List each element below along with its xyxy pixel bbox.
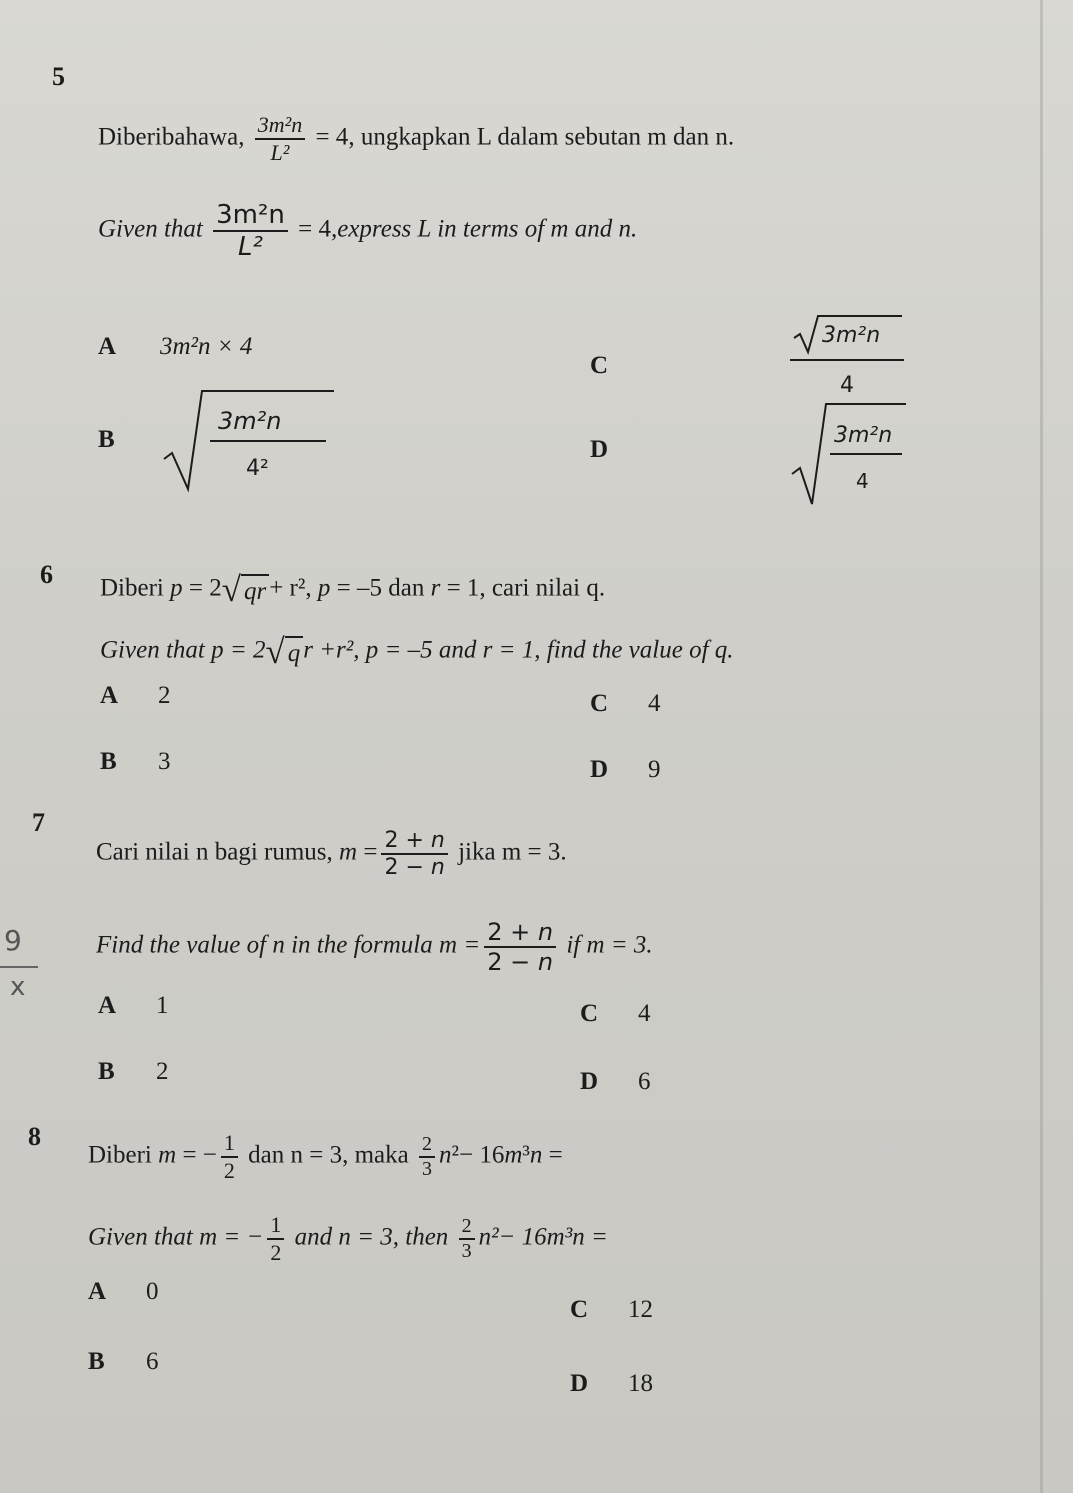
- q5-malay-suffix: , ungkapkan L dalam sebutan m dan n.: [348, 123, 735, 151]
- q6-option-b[interactable]: B 3: [100, 748, 171, 775]
- q6-stem-malay: Diberi p = 2√ qr + r², p = –5 dan r = 1, cari nilai q.: [100, 570, 606, 609]
- q8-option-a[interactable]: A 0: [88, 1278, 159, 1305]
- q5-option-a[interactable]: A 3m²n × 4: [98, 333, 253, 360]
- q5-option-c-formula: [790, 312, 910, 402]
- q5-option-d-label[interactable]: D: [590, 436, 609, 463]
- q7-option-c[interactable]: C 4: [580, 1000, 651, 1027]
- question-number-5: 5: [52, 62, 65, 91]
- q7-option-a[interactable]: A 1: [98, 992, 169, 1019]
- q6-malay-prefix: Diberi: [100, 574, 164, 602]
- q5-equation-fraction: $\frac{\text{3m²n}}{\text{L²}}$: [255, 112, 305, 166]
- q5-option-b[interactable]: B 3m²n 4²: [98, 385, 340, 495]
- q5-english-prefix: Given that: [98, 215, 203, 243]
- question-number-6: 6: [40, 560, 53, 589]
- q5-option-c-label[interactable]: C: [590, 352, 609, 379]
- q7-malay-prefix: Cari nilai n bagi rumus,: [96, 838, 333, 866]
- svg-text:3m²n: 3m²n: [834, 423, 893, 448]
- q8-stem-malay: Diberi m = − $\frac{1}{2}$ dan n = 3, maka $\frac{2}{3}$ n²− 16m³n =: [88, 1130, 563, 1183]
- q6-option-c[interactable]: C 4: [590, 690, 661, 717]
- q8-option-d[interactable]: D 18: [570, 1370, 653, 1397]
- svg-text:4: 4: [856, 469, 869, 493]
- q6-stem-english: Given that p = 2√ q r +r², p = –5 and r = 1, find the value of q.: [100, 632, 734, 671]
- q8-english-mid: and n = 3, then: [294, 1223, 449, 1251]
- q7-malay-suffix: jika m = 3.: [458, 838, 567, 866]
- q6-english-prefix: Given that: [100, 636, 205, 664]
- svg-text:3m²n: 3m²n: [218, 407, 282, 435]
- question-number-7: 7: [32, 808, 45, 837]
- q7-english-suffix: if m = 3.: [566, 931, 653, 959]
- q6-english-suffix: , find the value of q.: [534, 636, 734, 664]
- q7-formula-fraction-en: $\frac{2 + n}{2 - n}$: [484, 918, 556, 976]
- q5-option-b-formula: [160, 385, 340, 495]
- q8-malay-mid: dan n = 3, maka: [248, 1141, 409, 1169]
- margin-note-line: [0, 966, 38, 968]
- margin-note: x: [10, 972, 26, 1002]
- page-edge: [1040, 0, 1043, 1493]
- q7-stem-malay: Cari nilai n bagi rumus, m = $\frac{2 + n}{2 - n}$ jika m = 3.: [96, 828, 567, 880]
- q7-option-d[interactable]: D 6: [580, 1068, 651, 1095]
- q8-option-c[interactable]: C 12: [570, 1296, 653, 1323]
- q5-option-d-formula: [788, 398, 912, 510]
- q8-malay-prefix: Diberi: [88, 1141, 152, 1169]
- q7-stem-english: Find the value of n in the formula m = $\frac{2 + n}{2 - n}$ if m = 3.: [96, 918, 653, 976]
- svg-text:3m²n: 3m²n: [822, 323, 881, 348]
- q6-english-mid: and: [438, 636, 477, 664]
- svg-text:4: 4: [840, 373, 854, 398]
- q5-malay-prefix: Diberibahawa,: [98, 123, 245, 151]
- q5-equation-fraction-en: $\frac{\text{3m²n}}{\text{L²}}$: [213, 200, 288, 262]
- q6-malay-mid: dan: [388, 574, 425, 602]
- q8-stem-english: Given that m = − $\frac{1}{2}$ and n = 3, then $\frac{2}{3}$ n²− 16m³n =: [88, 1212, 608, 1265]
- q6-option-a[interactable]: A 2: [100, 682, 171, 709]
- q7-formula-fraction: $\frac{2 + n}{2 - n}$: [381, 828, 447, 880]
- q6-malay-suffix: , cari nilai q.: [479, 574, 606, 602]
- q5-stem-english: Given that $\frac{\text{3m²n}}{\text{L²}}$ = 4,express L in terms of m and n.: [98, 200, 638, 262]
- q8-english-prefix: Given that: [88, 1223, 193, 1251]
- q8-option-b[interactable]: B 6: [88, 1348, 159, 1375]
- q7-option-b[interactable]: B 2: [98, 1058, 169, 1085]
- q6-option-d[interactable]: D 9: [590, 756, 661, 783]
- q5-stem-malay: Diberibahawa, $\frac{\text{3m²n}}{\text{L²}}$ = 4, ungkapkan L dalam sebutan m dan n.: [98, 112, 735, 165]
- margin-note: 9: [4, 924, 22, 957]
- svg-text:4²: 4²: [246, 456, 269, 481]
- question-number-8: 8: [28, 1122, 41, 1151]
- q5-english-suffix: ,express L in terms of m and n.: [330, 215, 638, 243]
- q7-english-prefix: Find the value of n in the formula: [96, 931, 433, 959]
